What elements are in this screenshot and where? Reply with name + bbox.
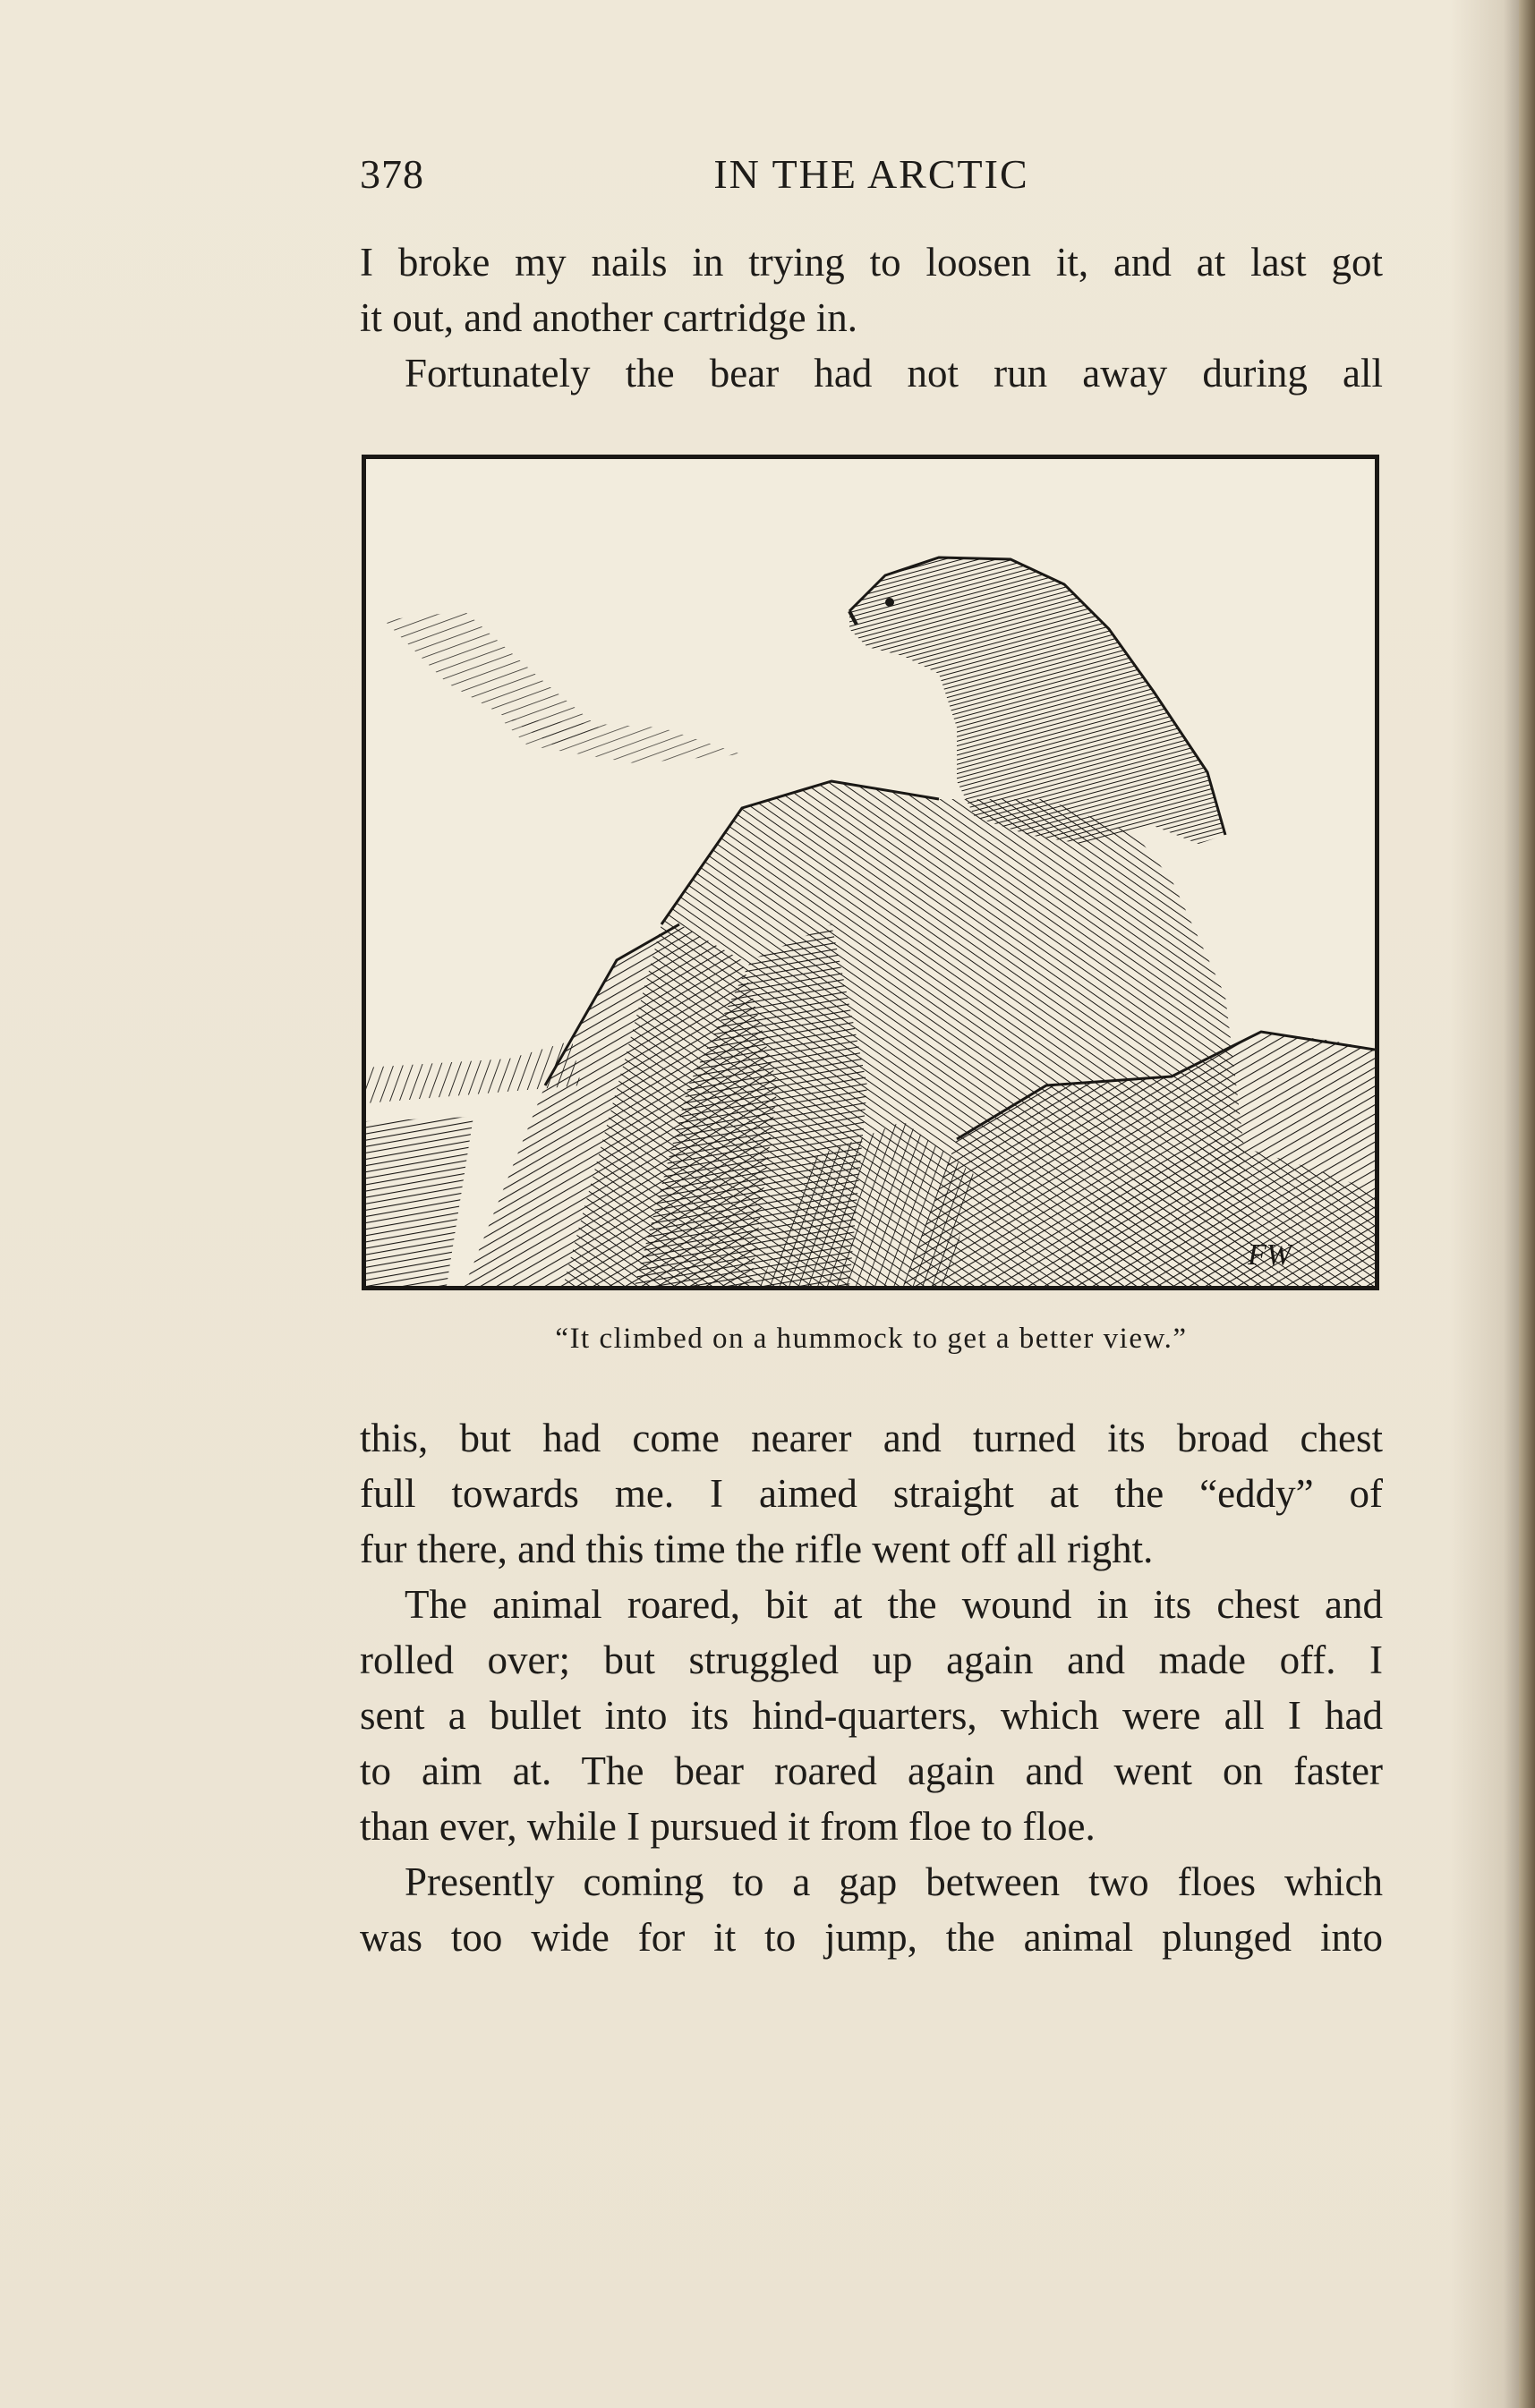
text-line: than ever, while I pursued it from floe to floe.	[360, 1804, 1096, 1849]
svg-text:FW: FW	[1248, 1238, 1292, 1272]
paragraph-4	[360, 1577, 1383, 1854]
text-line: to aim at. The bear roared again and went on faster	[360, 1749, 1383, 1793]
page-header	[360, 150, 1383, 204]
paragraph-2	[360, 345, 1383, 401]
text-line: rolled over; but struggled up again and made off. I	[360, 1638, 1383, 1682]
paragraph-3	[360, 1410, 1383, 1577]
paragraph-1	[360, 234, 1383, 345]
text-line: full towards me. I aimed straight at the “eddy” of	[360, 1471, 1383, 1516]
page-number: 378	[360, 151, 424, 197]
text-line: I broke my nails in trying to loosen it, and at last got	[360, 240, 1383, 285]
text-line: was too wide for it to jump, the animal plunged into	[360, 1915, 1383, 1960]
text-line: fur there, and this time the rifle went off all right.	[360, 1527, 1154, 1571]
running-head: IN THE ARCTIC	[713, 151, 1029, 197]
text-line: Fortunately the bear had not run away during all	[405, 351, 1383, 396]
text-line: The animal roared, bit at the wound in its chest and	[405, 1582, 1383, 1627]
text-line: it out, and another cartridge in.	[360, 295, 858, 340]
text-line: Presently coming to a gap between two floes which	[405, 1859, 1383, 1904]
page-edge-shadow	[1519, 0, 1535, 2408]
text-line: sent a bullet into its hind-quarters, which were all I had	[360, 1693, 1383, 1738]
illustration-caption: “It climbed on a hummock to get a better view.”	[555, 1323, 1188, 1355]
text-line: this, but had come nearer and turned its broad chest	[360, 1416, 1383, 1460]
polar-bear-illustration	[362, 455, 1379, 1290]
paragraph-5	[360, 1854, 1383, 1965]
